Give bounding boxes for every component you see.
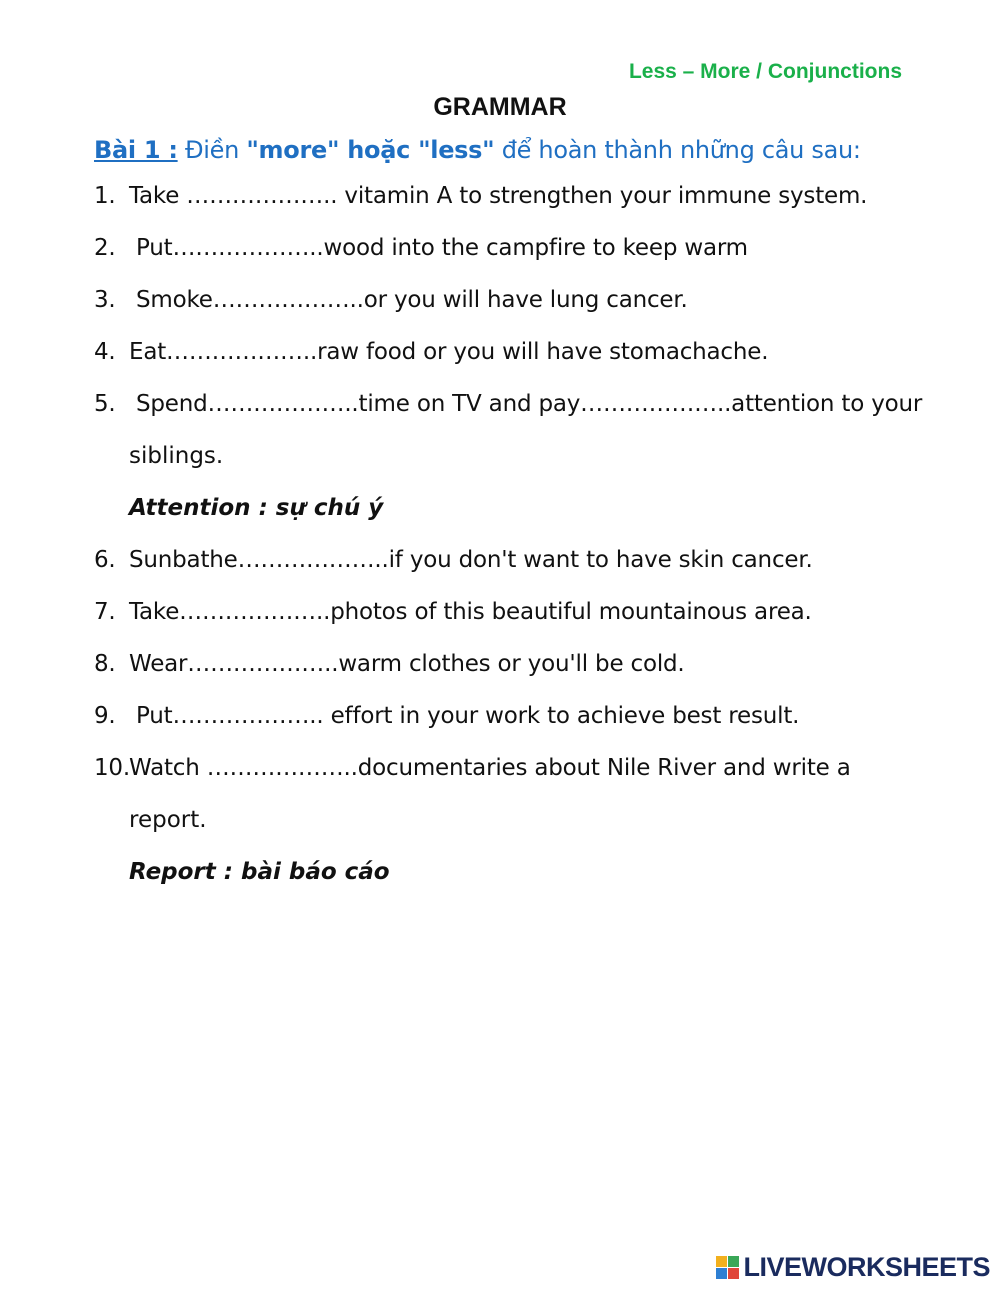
instruction-end: để hoàn thành những câu sau: <box>494 136 861 164</box>
question-text: Eat………………..raw food or you will have stomachache. <box>129 339 769 365</box>
question-number: 8. <box>94 651 116 677</box>
liveworksheets-logo <box>716 1252 990 1283</box>
logo-text: LIVEWORKSHEETS <box>743 1252 990 1282</box>
question-6 <box>94 534 914 586</box>
topic-label: Less – More / Conjunctions <box>628 60 902 83</box>
question-9 <box>94 690 914 742</box>
question-10-continuation: report. <box>129 807 207 833</box>
question-7 <box>94 586 914 638</box>
note-attention: Attention : sự chú ý <box>129 495 384 521</box>
note-report: Report : bài báo cáo <box>129 859 390 885</box>
question-10 <box>94 742 914 794</box>
question-number: 1. <box>94 183 116 209</box>
question-8 <box>94 638 914 690</box>
question-text: Smoke………………..or you will have lung cancer. <box>136 287 688 313</box>
logo-mark-icon <box>716 1256 739 1279</box>
logo-square <box>728 1268 739 1279</box>
exercise-label: Bài 1 : <box>94 136 178 164</box>
question-text: Take………………..photos of this beautiful mountainous area. <box>129 599 812 625</box>
question-2 <box>94 222 914 274</box>
question-number: 6. <box>94 547 116 573</box>
question-text: Sunbathe………………..if you don't want to have skin cancer. <box>129 547 813 573</box>
question-number: 9. <box>94 703 116 729</box>
logo-square <box>728 1256 739 1267</box>
question-4 <box>94 326 914 378</box>
question-text: Spend………………..time on TV and pay………………..attention to your <box>136 391 923 417</box>
question-5-continuation: siblings. <box>129 443 224 469</box>
instruction-words: "more" hoặc "less" <box>246 136 495 164</box>
question-number: 10. <box>94 755 130 781</box>
logo-square <box>716 1268 727 1279</box>
question-3 <box>94 274 914 326</box>
question-number: 5. <box>94 391 116 417</box>
question-number: 3. <box>94 287 116 313</box>
question-text: Take ……………….. vitamin A to strengthen your immune system. <box>129 183 868 209</box>
question-number: 7. <box>94 599 116 625</box>
exercise-instruction <box>94 136 861 164</box>
question-text: Put……………….. effort in your work to achieve best result. <box>136 703 800 729</box>
instruction-start: Điền <box>184 136 247 164</box>
question-number: 4. <box>94 339 116 365</box>
question-1 <box>94 170 914 222</box>
question-number: 2. <box>94 235 116 261</box>
question-text: Wear………………..warm clothes or you'll be cold. <box>129 651 685 677</box>
question-text: Watch ………………..documentaries about Nile River and write a <box>129 755 851 781</box>
logo-square <box>716 1256 727 1267</box>
question-text: Put………………..wood into the campfire to keep warm <box>136 235 748 261</box>
question-5 <box>94 378 923 430</box>
page-title: GRAMMAR <box>433 93 567 121</box>
